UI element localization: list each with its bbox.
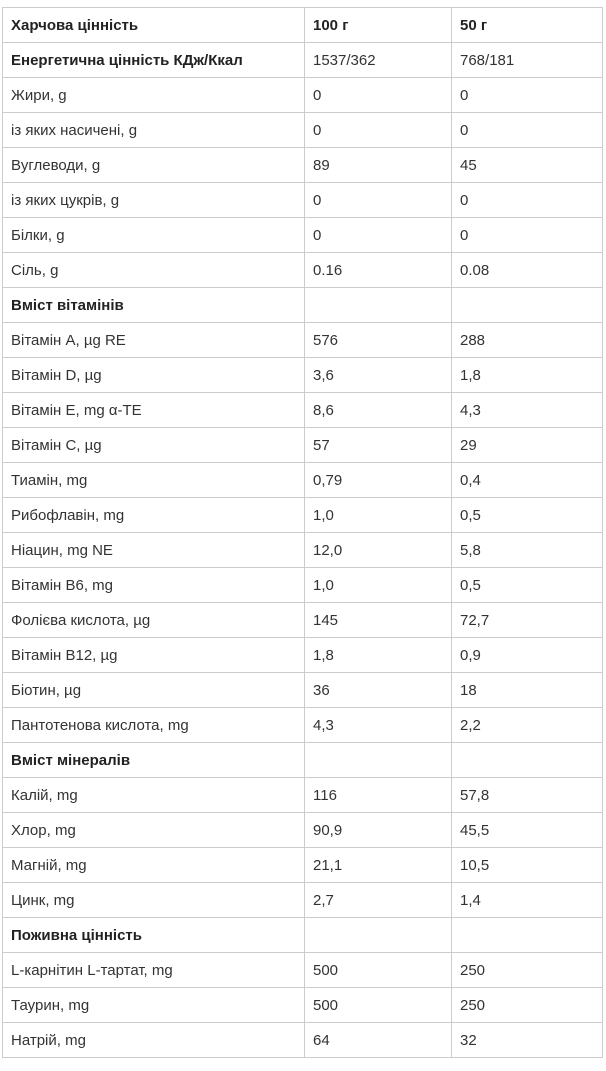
value-per-100g: 90,9 [305, 813, 452, 848]
value-per-50g [452, 743, 603, 778]
nutrient-label: Жири, g [3, 78, 305, 113]
table-section-row [3, 288, 603, 323]
table-row [3, 218, 603, 253]
value-per-100g: 1537/362 [305, 43, 452, 78]
table-row [3, 463, 603, 498]
table-row [3, 183, 603, 218]
value-per-50g: 288 [452, 323, 603, 358]
value-per-100g: 145 [305, 603, 452, 638]
value-per-100g: 21,1 [305, 848, 452, 883]
value-per-50g: 1,8 [452, 358, 603, 393]
nutrition-table [2, 7, 603, 1058]
value-per-50g: 45,5 [452, 813, 603, 848]
nutrient-label: Таурин, mg [3, 988, 305, 1023]
table-row [3, 428, 603, 463]
nutrient-label: Вітамін C, µg [3, 428, 305, 463]
table-row [3, 568, 603, 603]
table-section-row [3, 43, 603, 78]
value-per-50g: 250 [452, 953, 603, 988]
value-per-50g: 0,9 [452, 638, 603, 673]
value-per-50g [452, 288, 603, 323]
value-per-50g: 32 [452, 1023, 603, 1058]
value-per-50g: 57,8 [452, 778, 603, 813]
value-per-100g: 500 [305, 953, 452, 988]
table-row [3, 883, 603, 918]
header-per-50g: 50 г [452, 8, 603, 43]
value-per-100g: 2,7 [305, 883, 452, 918]
nutrient-label: Калій, mg [3, 778, 305, 813]
value-per-100g: 116 [305, 778, 452, 813]
value-per-100g: 36 [305, 673, 452, 708]
value-per-50g: 250 [452, 988, 603, 1023]
nutrient-label: із яких цукрів, g [3, 183, 305, 218]
value-per-100g: 12,0 [305, 533, 452, 568]
table-row [3, 393, 603, 428]
value-per-100g: 4,3 [305, 708, 452, 743]
value-per-50g: 72,7 [452, 603, 603, 638]
nutrient-label: Поживна цінність [3, 918, 305, 953]
value-per-100g: 57 [305, 428, 452, 463]
nutrient-label: Пантотенова кислота, mg [3, 708, 305, 743]
value-per-50g: 0 [452, 113, 603, 148]
header-nutrition-value: Харчова цінність [3, 8, 305, 43]
table-row [3, 498, 603, 533]
nutrient-label: Сіль, g [3, 253, 305, 288]
nutrient-label: Енергетична цінність КДж/Ккал [3, 43, 305, 78]
table-row [3, 533, 603, 568]
value-per-50g: 10,5 [452, 848, 603, 883]
nutrient-label: Вітамін D, µg [3, 358, 305, 393]
table-row [3, 323, 603, 358]
value-per-100g: 0 [305, 218, 452, 253]
table-row [3, 953, 603, 988]
nutrient-label: Вітамін B12, µg [3, 638, 305, 673]
value-per-50g: 4,3 [452, 393, 603, 428]
value-per-100g: 0 [305, 183, 452, 218]
nutrient-label: Рибофлавін, mg [3, 498, 305, 533]
value-per-100g [305, 743, 452, 778]
table-row [3, 358, 603, 393]
value-per-100g [305, 918, 452, 953]
nutrient-label: Вітамін B6, mg [3, 568, 305, 603]
table-row [3, 708, 603, 743]
value-per-100g: 64 [305, 1023, 452, 1058]
nutrient-label: Вміст мінералів [3, 743, 305, 778]
nutrient-label: із яких насичені, g [3, 113, 305, 148]
nutrient-label: Хлор, mg [3, 813, 305, 848]
value-per-50g: 0 [452, 218, 603, 253]
table-row [3, 778, 603, 813]
value-per-50g: 768/181 [452, 43, 603, 78]
value-per-100g: 8,6 [305, 393, 452, 428]
value-per-100g [305, 288, 452, 323]
table-row [3, 113, 603, 148]
value-per-100g: 89 [305, 148, 452, 183]
nutrient-label: Вуглеводи, g [3, 148, 305, 183]
table-row [3, 78, 603, 113]
value-per-50g: 0,5 [452, 498, 603, 533]
value-per-50g: 0,5 [452, 568, 603, 603]
nutrient-label: Вміст вітамінів [3, 288, 305, 323]
nutrient-label: Цинк, mg [3, 883, 305, 918]
value-per-100g: 500 [305, 988, 452, 1023]
header-per-100g: 100 г [305, 8, 452, 43]
value-per-100g: 3,6 [305, 358, 452, 393]
value-per-50g: 0,4 [452, 463, 603, 498]
table-row [3, 148, 603, 183]
table-row [3, 673, 603, 708]
table-row [3, 813, 603, 848]
nutrient-label: Магній, mg [3, 848, 305, 883]
table-row [3, 988, 603, 1023]
table-row [3, 638, 603, 673]
value-per-100g: 1,0 [305, 498, 452, 533]
table-row [3, 253, 603, 288]
table-section-row [3, 743, 603, 778]
value-per-100g: 0 [305, 78, 452, 113]
value-per-50g: 0 [452, 183, 603, 218]
nutrient-label: Фолієва кислота, µg [3, 603, 305, 638]
nutrient-label: Натрій, mg [3, 1023, 305, 1058]
value-per-50g: 29 [452, 428, 603, 463]
value-per-100g: 1,8 [305, 638, 452, 673]
value-per-50g: 2,2 [452, 708, 603, 743]
value-per-50g: 0.08 [452, 253, 603, 288]
table-row [3, 848, 603, 883]
nutrient-label: Вітамін А, µg RE [3, 323, 305, 358]
nutrient-label: Біотин, µg [3, 673, 305, 708]
nutrient-label: Вітамін E, mg α-TE [3, 393, 305, 428]
value-per-50g: 18 [452, 673, 603, 708]
nutrient-label: Ніацин, mg NE [3, 533, 305, 568]
value-per-100g: 0,79 [305, 463, 452, 498]
table-section-row [3, 918, 603, 953]
value-per-100g: 576 [305, 323, 452, 358]
table-row [3, 603, 603, 638]
nutrient-label: L-карнітин L-тартат, mg [3, 953, 305, 988]
value-per-50g: 0 [452, 78, 603, 113]
table-row [3, 1023, 603, 1058]
nutrient-label: Білки, g [3, 218, 305, 253]
value-per-50g [452, 918, 603, 953]
nutrient-label: Тиамін, mg [3, 463, 305, 498]
value-per-100g: 1,0 [305, 568, 452, 603]
table-header-row [3, 8, 603, 43]
table-body [3, 43, 603, 1058]
value-per-100g: 0 [305, 113, 452, 148]
value-per-100g: 0.16 [305, 253, 452, 288]
value-per-50g: 1,4 [452, 883, 603, 918]
value-per-50g: 45 [452, 148, 603, 183]
value-per-50g: 5,8 [452, 533, 603, 568]
